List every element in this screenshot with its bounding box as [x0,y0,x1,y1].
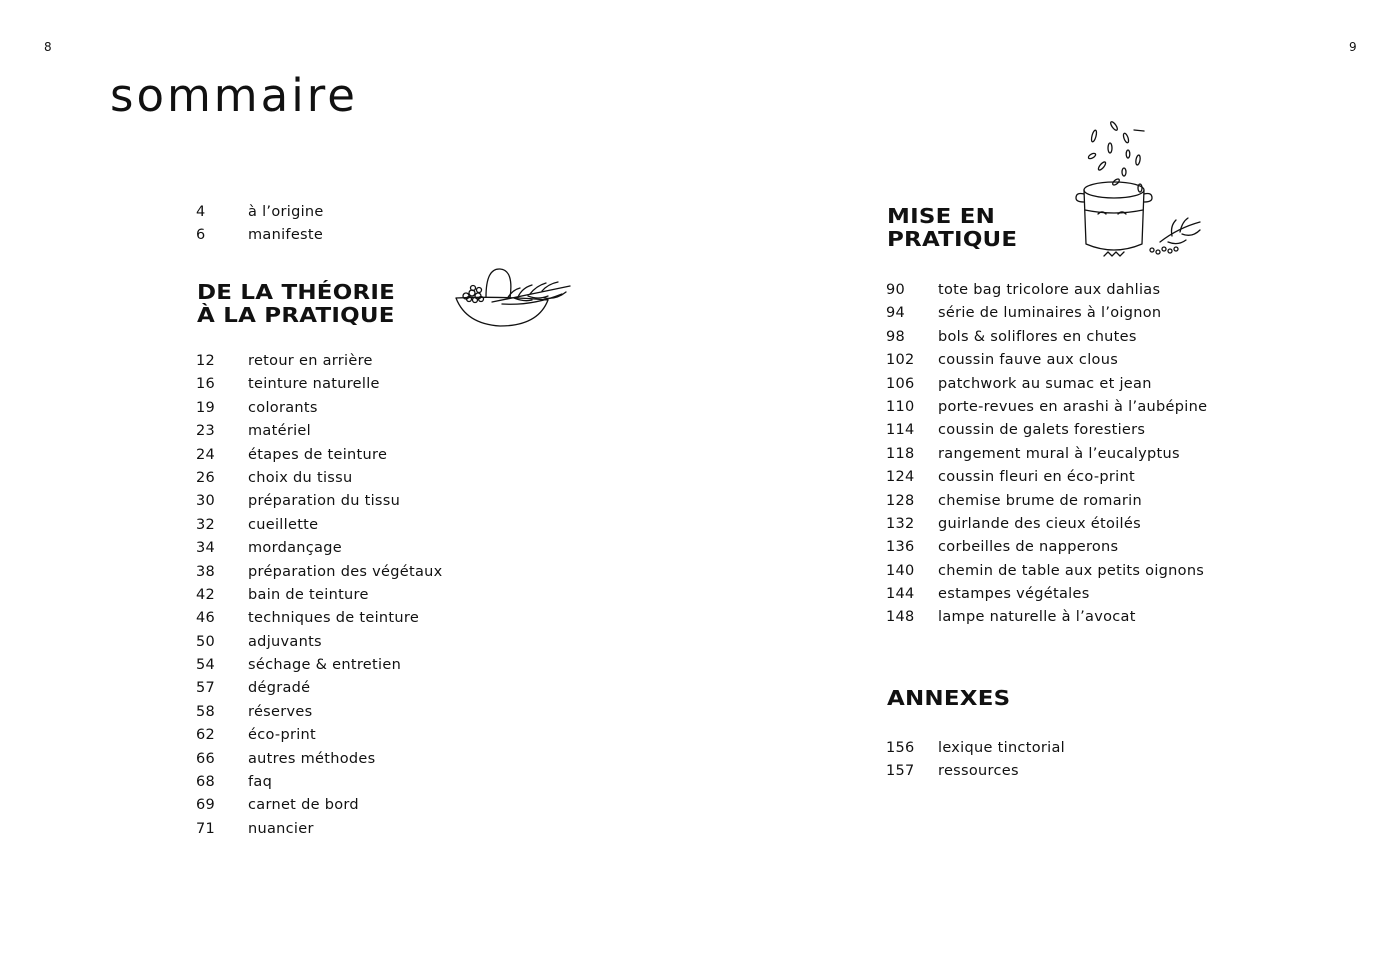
toc-entry-label: préparation du tissu [248,493,401,510]
toc-entry-page: 16 [196,376,216,393]
toc-entry-page: 98 [886,328,906,345]
toc-entry-page: 69 [196,797,216,814]
toc-entry-page: 132 [886,515,915,532]
cooking-pot-with-leaves-icon [1068,118,1208,266]
toc-entry [886,606,1207,629]
toc-entry [886,583,1207,606]
toc-entry-page: 110 [886,398,915,415]
toc-entry-page: 114 [886,422,915,439]
toc-entry-page: 24 [196,446,216,463]
toc-entry [886,396,1207,419]
toc-entry-label: faq [248,774,273,791]
toc-entry-label: carnet de bord [248,797,359,814]
toc-entry [196,724,443,747]
toc-entry-label: coussin de galets forestiers [938,422,1146,439]
toc-entry [196,677,443,700]
page-title: sommaire [110,69,358,122]
toc-entry-page: 102 [886,352,915,369]
toc-entry-label: rangement mural à l’eucalyptus [938,445,1180,462]
toc-entry-label: manifeste [248,227,324,244]
toc-entry [886,279,1207,302]
toc-entry-page: 58 [196,703,216,720]
toc-entry-label: coussin fleuri en éco-print [938,469,1135,486]
toc-entry-page: 12 [196,353,216,369]
toc-entry-label: patchwork au sumac et jean [938,375,1152,392]
section-heading-theory [197,281,395,327]
toc-entry [196,537,443,560]
toc-entry [196,201,324,224]
toc-entry-page: 136 [886,539,915,556]
toc-entry-page: 71 [196,820,216,837]
toc-entry-label: colorants [248,399,318,416]
toc-entry-page: 94 [886,305,906,322]
toc-entry [886,326,1207,349]
toc-entry [196,514,443,537]
toc-entry-label: préparation des végétaux [248,563,443,580]
toc-entry-label: lexique tinctorial [938,740,1065,756]
toc-entry-page: 148 [886,609,915,626]
toc-entry-page: 118 [886,445,915,462]
toc-entry-page: 156 [886,740,915,756]
toc-entry-label: chemise brume de romarin [938,492,1142,509]
toc-entry-page: 42 [196,586,216,603]
toc-entry [886,513,1207,536]
toc-entry [196,654,443,677]
toc-entry-label: retour en arrière [248,353,373,369]
toc-entry-label: éco-print [248,727,317,744]
toc-entry-page: 144 [886,586,915,603]
toc-entry-label: autres méthodes [248,750,376,767]
toc-entry-label: coussin fauve aux clous [938,352,1119,369]
toc-entry-label: série de luminaires à l’oignon [938,305,1162,322]
toc-entry-page: 128 [886,492,915,509]
toc-entry [886,466,1207,489]
toc-entry [196,701,443,724]
toc-entry [886,536,1207,559]
toc-entry [886,373,1207,396]
toc-entry [886,302,1207,325]
intro-toc-list [196,201,324,248]
toc-entry-label: tote bag tricolore aux dahlias [938,282,1161,298]
toc-entry-label: à l’origine [248,204,324,220]
section-heading-annexes [887,687,1010,710]
toc-entry [196,771,443,794]
toc-entry-label: adjuvants [248,633,322,650]
toc-entry-label: mordançage [248,540,342,557]
toc-entry-label: bols & soliflores en chutes [938,328,1137,345]
toc-entry-label: matériel [248,423,311,440]
section-heading-line: ANNEXES [887,686,1011,710]
theory-toc-list [196,350,443,841]
toc-entry [196,420,443,443]
toc-entry-page: 106 [886,375,915,392]
toc-entry-page: 32 [196,516,216,533]
toc-entry [196,584,443,607]
toc-entry [196,607,443,630]
toc-entry-page: 38 [196,563,216,580]
toc-entry-label: choix du tissu [248,469,353,486]
toc-entry-page: 62 [196,727,216,744]
toc-entry [196,397,443,420]
toc-entry-page: 50 [196,633,216,650]
toc-entry [196,224,324,247]
toc-entry-page: 26 [196,469,216,486]
toc-entry [196,631,443,654]
toc-entry-label: techniques de teinture [248,610,420,627]
toc-entry-label: estampes végétales [938,586,1090,603]
toc-entry-label: séchage & entretien [248,657,402,674]
toc-entry-page: 90 [886,282,906,298]
toc-entry-page: 34 [196,540,216,557]
toc-entry [196,444,443,467]
toc-entry-page: 66 [196,750,216,767]
toc-entry-page: 19 [196,399,216,416]
section-heading-line: MISE EN [887,204,996,228]
toc-entry-label: guirlande des cieux étoilés [938,515,1141,532]
toc-entry-page: 23 [196,423,216,440]
toc-entry [196,350,443,373]
toc-entry-label: ressources [938,763,1019,780]
toc-entry [886,419,1207,442]
section-heading-line: DE LA THÉORIE [197,280,396,304]
toc-entry-label: porte-revues en arashi à l’aubépine [938,398,1208,415]
toc-entry [196,818,443,841]
toc-entry-page: 68 [196,774,216,791]
toc-entry-label: cueillette [248,516,319,533]
practice-toc-list [886,279,1207,630]
toc-entry [196,373,443,396]
toc-entry-label: chemin de table aux petits oignons [938,562,1205,579]
toc-entry-label: étapes de teinture [248,446,388,463]
page-number-left: 8 [44,40,52,54]
toc-entry-label: dégradé [248,680,311,697]
toc-entry [886,760,1065,783]
toc-entry-page: 57 [196,680,216,697]
toc-entry-label: lampe naturelle à l’avocat [938,609,1136,626]
toc-entry-page: 54 [196,657,216,674]
annexes-toc-list [886,737,1065,784]
toc-entry-label: teinture naturelle [248,376,380,393]
toc-entry [886,349,1207,372]
toc-entry-label: corbeilles de napperons [938,539,1119,556]
toc-entry-label: bain de teinture [248,586,369,603]
toc-entry-page: 124 [886,469,915,486]
section-heading-practice [887,205,1017,251]
toc-entry [886,560,1207,583]
toc-entry [196,561,443,584]
toc-entry-page: 157 [886,763,915,780]
basket-with-herbs-icon [452,266,574,330]
toc-entry [196,794,443,817]
section-heading-line: PRATIQUE [887,227,1018,251]
toc-entry [886,443,1207,466]
toc-entry [196,490,443,513]
page-number-right: 9 [1349,40,1357,54]
toc-entry-page: 140 [886,562,915,579]
toc-entry-label: réserves [248,703,313,720]
toc-entry-page: 4 [196,204,206,220]
toc-entry-label: nuancier [248,820,314,837]
toc-entry [886,490,1207,513]
toc-entry-page: 30 [196,493,216,510]
toc-entry-page: 46 [196,610,216,627]
toc-entry [196,748,443,771]
section-heading-line: À LA PRATIQUE [197,303,395,327]
toc-entry-page: 6 [196,227,206,244]
toc-entry [196,467,443,490]
toc-entry [886,737,1065,760]
